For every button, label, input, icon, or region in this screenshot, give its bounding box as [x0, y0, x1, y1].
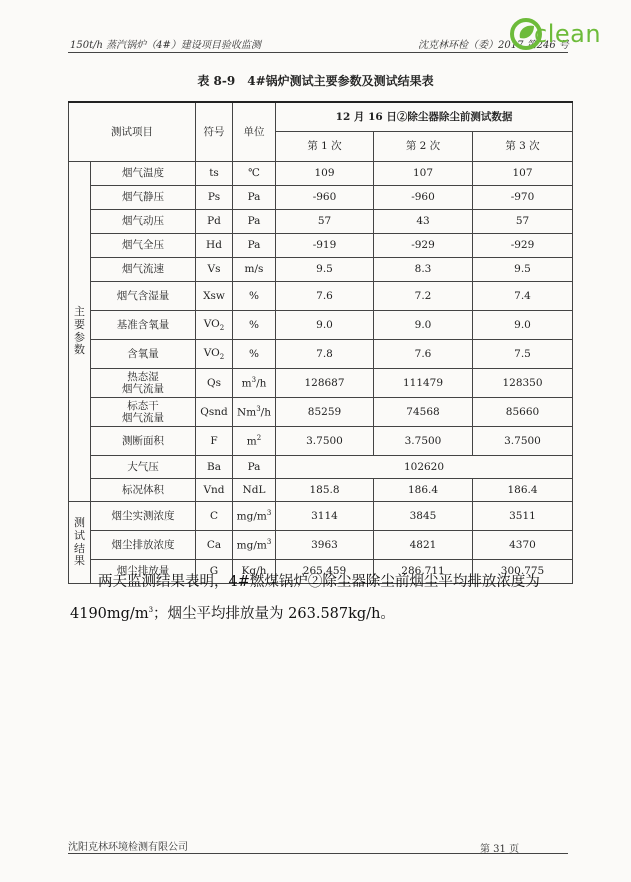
text-fragment: 3 [266, 538, 272, 547]
table-cell: Qsnd [196, 398, 233, 427]
logo-text: clean [534, 20, 602, 48]
table-cell: 3114 [276, 502, 374, 531]
table-cell: 4821 [374, 531, 473, 560]
table-cell: 186.4 [374, 479, 473, 502]
table-cell: 128350 [473, 369, 573, 398]
text-fragment: mg/m [236, 510, 267, 523]
table-cell: ℃ [233, 162, 276, 186]
table-cell [233, 369, 276, 398]
header-report-number: 沈克林环检（委）2017 第246 号 [418, 40, 569, 51]
table-cell: 57 [473, 210, 573, 234]
table-cell [233, 398, 276, 427]
table-cell: Ca [196, 531, 233, 560]
table-row [69, 369, 573, 398]
table-cell: -960 [276, 186, 374, 210]
footer-divider [68, 853, 568, 854]
table-cell: ts [196, 162, 233, 186]
text-fragment: 测 [74, 516, 85, 530]
text-fragment: 3 [266, 509, 272, 518]
text-fragment: 2 [256, 434, 262, 443]
table-cell: 烟尘排放浓度 [91, 531, 196, 560]
table-cell: 烟尘实测浓度 [91, 502, 196, 531]
table-cell: 烟气含湿量 [91, 282, 196, 311]
table-cell: 8.3 [374, 258, 473, 282]
text-fragment: 标态干 [127, 399, 159, 412]
table-cell: 3.7500 [473, 427, 573, 456]
text-fragment: VO [203, 346, 220, 359]
header-project-title: 150t/h 蒸汽锅炉（4#）建设项目验收监测 [70, 40, 261, 51]
text-fragment: 烟气流量 [122, 412, 164, 424]
table-cell: 7.5 [473, 340, 573, 369]
table-cell: G [196, 560, 233, 584]
conclusion-paragraph [70, 568, 570, 628]
table-cell [91, 369, 196, 398]
text-fragment: mg/m [236, 539, 267, 552]
table-cell: 107 [473, 162, 573, 186]
text-fragment: 果 [74, 554, 85, 568]
table-cell: m/s [233, 258, 276, 282]
table-cell: 300.775 [473, 560, 573, 584]
text-fragment: /h [256, 377, 267, 390]
header-run-3: 第 3 次 [473, 132, 573, 162]
table-row [69, 398, 573, 427]
text-fragment: 2 [219, 324, 225, 333]
table-cell: % [233, 340, 276, 369]
table-cell: F [196, 427, 233, 456]
header-symbol: 符号 [196, 102, 233, 162]
table-cell: -929 [473, 234, 573, 258]
table-cell: 7.6 [374, 340, 473, 369]
header-divider [68, 52, 568, 53]
table-cell: -970 [473, 186, 573, 210]
table-row [69, 186, 573, 210]
table-cell: Pa [233, 234, 276, 258]
footer-company: 沈阳克林环境检测有限公司 [68, 842, 188, 853]
table-cell: Pa [233, 456, 276, 479]
table-cell: Vnd [196, 479, 233, 502]
table-cell: 7.6 [276, 282, 374, 311]
table-cell [233, 502, 276, 531]
table-cell: 大气压 [91, 456, 196, 479]
table-cell [233, 427, 276, 456]
table-cell: C [196, 502, 233, 531]
table-cell: 74568 [374, 398, 473, 427]
company-logo [508, 16, 616, 56]
table-cell: % [233, 282, 276, 311]
table-cell: 烟气温度 [91, 162, 196, 186]
footer-page-number: 第 31 页 [480, 844, 520, 855]
table-cell: 基准含氧量 [91, 311, 196, 340]
table-cell: 9.0 [473, 311, 573, 340]
text-fragment: 3 [148, 606, 154, 614]
text-fragment: 两天监测结果表明，4#燃煤锅炉②除尘器除尘前烟尘平均排放浓度为 4190mg/m [70, 574, 540, 622]
table-row [69, 210, 573, 234]
table-cell: 107 [374, 162, 473, 186]
text-fragment: m [241, 377, 252, 390]
header-run-2: 第 2 次 [374, 132, 473, 162]
text-fragment: 2 [219, 353, 225, 362]
text-fragment: 数 [74, 343, 85, 357]
table-cell: Xsw [196, 282, 233, 311]
table-cell: 286.711 [374, 560, 473, 584]
text-fragment: 主 [74, 305, 85, 319]
table-cell: 85259 [276, 398, 374, 427]
table-row [69, 282, 573, 311]
table-row [69, 479, 573, 502]
header-unit: 单位 [233, 102, 276, 162]
text-fragment: 热态湿 [127, 370, 159, 383]
table-row [69, 234, 573, 258]
table-cell: Kg/h [233, 560, 276, 584]
text-fragment: 要 [74, 317, 85, 331]
table-cell: 85660 [473, 398, 573, 427]
table-cell: 111479 [374, 369, 473, 398]
text-fragment: Nm [237, 406, 257, 419]
table-cell: Pd [196, 210, 233, 234]
table-cell: 43 [374, 210, 473, 234]
table-cell: Pa [233, 210, 276, 234]
table-cell: 128687 [276, 369, 374, 398]
header-date-group: 12 月 16 日②除尘器除尘前测试数据 [276, 102, 573, 132]
table-row [69, 162, 573, 186]
table-row [69, 311, 573, 340]
table-cell: 3.7500 [276, 427, 374, 456]
header-item: 测试项目 [69, 102, 196, 162]
text-fragment: /h [260, 406, 271, 419]
boiler-test-table [68, 101, 573, 584]
table-cell: Ba [196, 456, 233, 479]
table-cell: 烟气全压 [91, 234, 196, 258]
table-cell: Hd [196, 234, 233, 258]
table-row [69, 340, 573, 369]
table-cell: 3845 [374, 502, 473, 531]
table-cell: Pa [233, 186, 276, 210]
table-cell: 186.4 [473, 479, 573, 502]
text-fragment: m [246, 435, 257, 448]
table-cell [233, 531, 276, 560]
table-cell: 3.7500 [374, 427, 473, 456]
text-fragment: 3 [256, 405, 261, 414]
table-cell: 4370 [473, 531, 573, 560]
table-cell: -960 [374, 186, 473, 210]
table-cell: 9.5 [473, 258, 573, 282]
header-run-1: 第 1 次 [276, 132, 374, 162]
table-cell [196, 311, 233, 340]
group-main-params [69, 162, 91, 502]
table-cell: 7.8 [276, 340, 374, 369]
table-cell: 185.8 [276, 479, 374, 502]
table-cell: % [233, 311, 276, 340]
table-cell [91, 398, 196, 427]
table-cell: 9.0 [276, 311, 374, 340]
text-fragment: 结 [74, 541, 85, 555]
table-title: 表 8-9 4#锅炉测试主要参数及测试结果表 [197, 74, 434, 88]
text-fragment: 参 [74, 330, 85, 344]
table-cell: -929 [374, 234, 473, 258]
table-row [69, 531, 573, 560]
table-cell: 含氧量 [91, 340, 196, 369]
table-row [69, 258, 573, 282]
table-cell: 烟气动压 [91, 210, 196, 234]
table-cell: 3511 [473, 502, 573, 531]
table-cell: 9.0 [374, 311, 473, 340]
table-row [69, 456, 573, 479]
table-row [69, 502, 573, 531]
table-cell: 109 [276, 162, 374, 186]
table-cell: 9.5 [276, 258, 374, 282]
text-fragment: 试 [74, 528, 85, 542]
text-fragment: ；烟尘平均排放量为 263.587kg/h。 [153, 605, 395, 622]
table-cell: 烟气静压 [91, 186, 196, 210]
table-cell: 3963 [276, 531, 374, 560]
text-fragment: VO [203, 317, 220, 330]
table-cell: 烟气流速 [91, 258, 196, 282]
table-cell: -919 [276, 234, 374, 258]
table-cell: 标况体积 [91, 479, 196, 502]
table-cell: 7.4 [473, 282, 573, 311]
text-fragment: 3 [251, 376, 257, 385]
table-cell: Ps [196, 186, 233, 210]
text-fragment: 烟气流量 [122, 383, 164, 395]
table-row [69, 427, 573, 456]
table-cell: 265.459 [276, 560, 374, 584]
table-cell [196, 340, 233, 369]
table-cell: NdL [233, 479, 276, 502]
table-cell: 7.2 [374, 282, 473, 311]
table-cell: 烟尘排放量 [91, 560, 196, 584]
table-cell: 测断面积 [91, 427, 196, 456]
table-cell: 57 [276, 210, 374, 234]
table-cell: Vs [196, 258, 233, 282]
merged-pressure-value: 102620 [276, 456, 573, 479]
table-cell: Qs [196, 369, 233, 398]
